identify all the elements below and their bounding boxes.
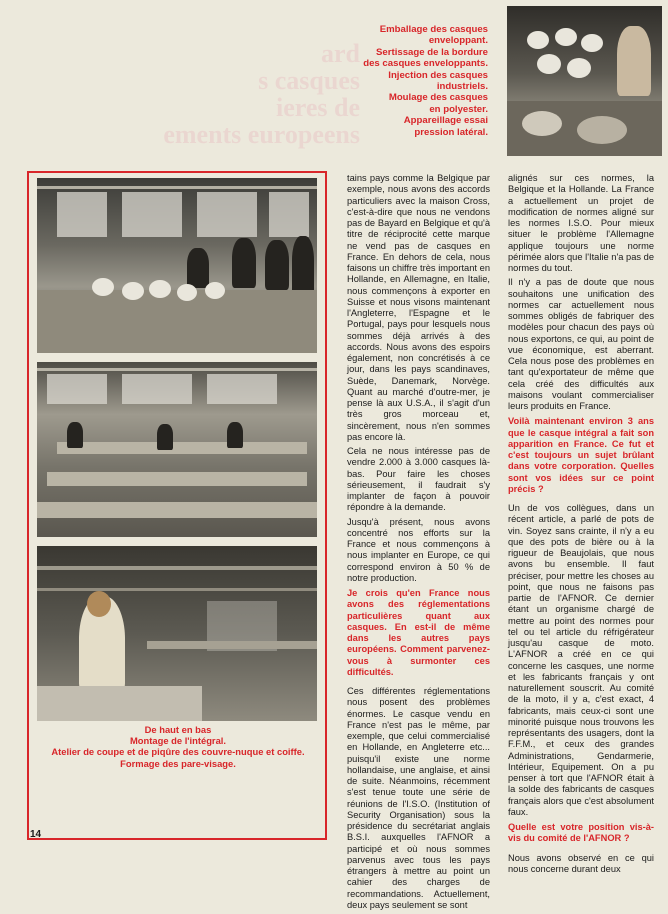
ghost-title-line: ements europeens <box>163 120 360 149</box>
caption-line: Atelier de coupe et de piqûre des couvre-nuque et coiffe. <box>51 746 305 758</box>
caption-line: Moulage des casques <box>388 92 488 104</box>
paragraph: Jusqu'à présent, nous avons concentré nos efforts sur la France et nous commençons à nous implanter en Europe, ce qui correspond environ à 50 % de notre production. <box>347 516 490 583</box>
caption-line: Appareillage essai <box>403 115 488 127</box>
caption-line: Montage de l'intégral. <box>130 735 226 747</box>
photo-helmet-packaging <box>507 6 662 156</box>
caption-line: enveloppant. <box>428 35 488 47</box>
paragraph: Nous avons observé en ce qui nous concerne durant deux <box>508 852 654 874</box>
caption-line: Injection des casques <box>388 69 488 81</box>
caption-line: Emballage des casques <box>379 24 488 35</box>
caption-line: pression latéral. <box>414 126 488 138</box>
paragraph: Un de vos collègues, dans un récent article, a parlé de pots de vin. Soyez sans crainte, il n'y a eu que des pots de bière ou à la rigueur de Beaujolais, que nous avons bu ensemble. Il faut préciser, pour mettre les choses au point, que nous ne faisons pas partie de l'AFNOR. Ce dernier étant un organisme chargé de mettre au point des normes pour tel ou tel article du réfrigérateur jusqu'au casque de moto. L'AFNOR a créé en ce qui concerne les casques, une norme et les fabricants français y ont naturellement souscrit. Au comité de la moto, il y a, c'est exact, 4 fabricants, mais ceux-ci sont une minorité puisque nous trouvons les représentants des usagers, dont la F.F.M., et ceux des grandes Administrations, Gendarmerie, Intérieur, Equipement. On a pu penser à tort que l'AFNOR était à la solde des fabricants de casques français alors que c'est absolument faux. <box>508 503 654 817</box>
caption-line: des casques enveloppants. <box>363 58 488 70</box>
caption-line: en polyester. <box>429 103 488 115</box>
paragraph: alignés sur ces normes, la Belgique et la Hollande. La France a actuellement un projet de modification de normes aligné sur les normes I.S.O. Pour mieux situer le problème l'Allemagne applique toujours une norme périmée alors que l'Italie n'a pas de normes du tout. <box>508 173 654 273</box>
caption-line: industriels. <box>436 81 488 93</box>
bottom-photo-caption <box>40 724 316 769</box>
ghost-title-line: ard <box>321 39 360 68</box>
ghost-title-line: ieres de <box>276 93 360 122</box>
page-number: 14 <box>30 829 42 840</box>
interview-question: Voilà maintenant environ 3 ans que le casque intégral a fait son apparition en France. Ce fut et c'est toujours un sujet brûlant dans votre corporation. Quelles sont vos idées sur ce point précis ? <box>508 416 654 494</box>
ghost-title-line: s casques <box>258 66 360 95</box>
photo-visor-forming <box>37 546 317 721</box>
article-column-right <box>508 173 654 878</box>
paragraph: tains pays comme la Belgique par exemple, nous avons des accords particuliers avec la maison Cross, c'est-à-dire que nous ne vendons pas de Bayard en Belgique et qu'à titre de réciprocité cette marque ne vend pas de casques en France. En dehors de cela, nous faisons un chiffre très important en Hollande, en Allemagne, en Italie, nous commençons à exporter en Suisse et nous visons maintenant l'Angleterre, l'Espagne et le Portugal, pays pour lesquels nous sommes déjà arrivés à des accords. Nous avons des espoirs également, non concrétisés à ce jour, dans les pays scandinaves, Suède, Danemark, Norvège. Quant au marché d'outre-mer, je pense là aux U.S.A., il s'agit d'un très gros morceau et, sincèrement, nous n'en sommes pas encore là. <box>347 173 490 442</box>
interview-question: Quelle est votre position vis-à-vis du comité de l'AFNOR ? <box>508 822 654 844</box>
top-photo-caption <box>350 24 488 138</box>
caption-line: De haut en bas <box>144 724 212 735</box>
paragraph: Cela ne nous intéresse pas de vendre 2.000 à 3.000 casques là-bas. Pour faire les choses sérieusement, il faudrait s'y implanter de façon à pouvoir répondre à la demande. <box>347 446 490 513</box>
article-column-middle <box>347 173 490 914</box>
ghost-title <box>150 40 360 148</box>
caption-line: Formage des pare-visage. <box>120 757 236 769</box>
paragraph: Il n'y a pas de doute que nous souhaitons une unification des normes car actuellement nous sommes obligés de fabriquer des modèles pour chacun des pays où nous exportons, ce qui, au point de vue économique, est aberrant. Cela nous pose des problèmes en tant qu'exportateur de même que cela créé des difficultés aux maisons voulant commercialiser leurs produits en France. <box>508 277 654 411</box>
paragraph: Ces différentes réglementations nous posent des problèmes énormes. Le casque vendu en France n'est pas le même, par exemple, que celui commercialisé en Hollande, en Angleterre etc... puisqu'il existe une norme hollandaise, une anglaise, et ainsi de suite. Néanmoins, récemment s'est tenue toute une série de réunions de l'I.S.O. (Institution of Security Organisation) sous la présidence du secrétariat anglais B.S.I. auxquelles l'AFNOR a participé et où nous sommes parvenus avec tous les pays étrangers à mettre au point un cahier des charges de recommandations. Actuellement, deux pays seulement se sont <box>347 686 490 910</box>
caption-line: Sertissage de la bordure <box>376 46 488 58</box>
photo-integral-assembly <box>37 178 317 353</box>
interview-question: Je crois qu'en France nous avons des réglementations particulières quant aux casques. En est-il de même dans les autres pays européens. Comment parvenez-vous à surmonter ces difficultés. <box>347 588 490 677</box>
photo-cutting-workshop <box>37 362 317 537</box>
